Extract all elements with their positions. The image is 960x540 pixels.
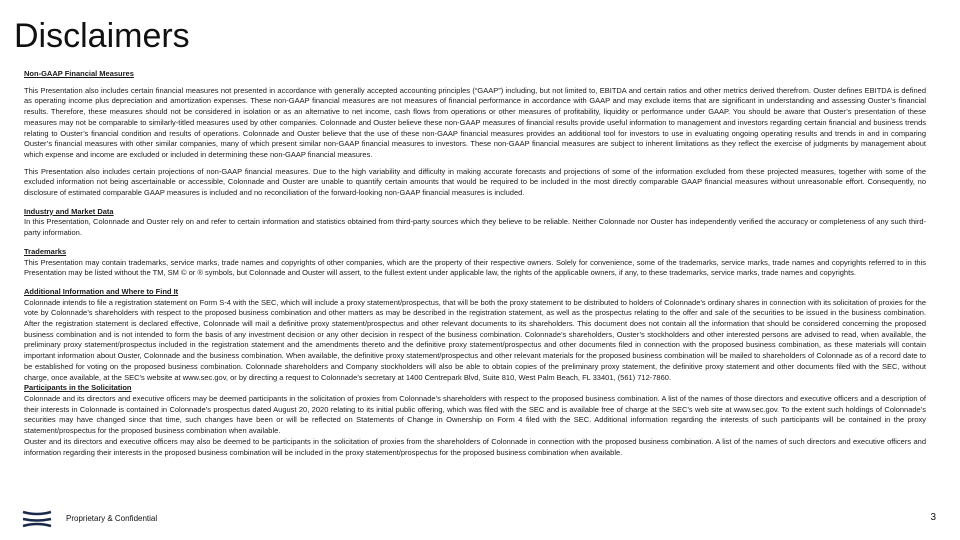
ouster-logo-icon	[22, 510, 52, 528]
page-title: Disclaimers	[14, 17, 190, 55]
non-gaap-paragraph-1: This Presentation also includes certain financial measures not presented in accordance with generally accepted accounting principles (“GAAP”) including, but not limited to, EBITDA and certain ratios and other metrics derived therefrom. Ouster defines EBITDA is defined as operating income plus depreciation and amortization expenses. These non-GAAP financial measures are not measures of financial performance in accordance with GAAP and may exclude items that are significant in understanding and assessing Ouster’s financial results. Therefore, these measures should not be considered in isolation or as an alternative to net income, cash flows from operations or other measures of profitability, liquidity or performance under GAAP. You should be aware that Ouster’s presentation of these measures may not be comparable to similarly-titled measures used by other companies. Colonnade and Ouster believe these non-GAAP measures of financial results provide useful information to management and investors regarding certain financial and business trends relating to Ouster’s financial condition and results of operations. Colonnade and Ouster believe that the use of these non-GAAP financial measures provides an additional tool for investors to use in evaluating ongoing operating results and trends in and in comparing Ouster’s financial measures with other similar companies, many of which present similar non-GAAP financial measures to investors. These non-GAAP financial measures are subject to inherent limitations as they reflect the exercise of judgments by management about which expense and income are excluded or included in determining these non-GAAP financial measures.	[24, 85, 926, 159]
participants-paragraph-2: Ouster and its directors and executive officers may also be deemed to be participants in the solicitation of proxies from the shareholders of Colonnade in connection with the proposed business combination. A list of the names of such directors and executive officers and information regarding their interests in the proposed business combination will be included in the proxy statement/prospectus for the proposed business combination when available.	[24, 436, 926, 457]
page-number: 3	[930, 512, 936, 523]
additional-information-paragraph: Colonnade intends to file a registration statement on Form S-4 with the SEC, which will include a proxy statement/prospectus, that will be both the proxy statement to be distributed to holders of Colonnade’s ordinary shares in connection with its solicitation of proxies for the vote by Colonnade’s shareholders with respect to the proposed business combination and other matters as may be described in the registration statement, as well as the prospectus relating to the offer and sale of the securities to be issued in the business combination. After the registration statement is declared effective, Colonnade will mail a definitive proxy statement/prospectus and other relevant documents to its shareholders. This document does not contain all the information that should be considered concerning the proposed business combination and is not intended to form the basis of any investment decision or any other decision in respect of the business combination. Colonnade’s shareholders, Ouster’s stockholders and other interested persons are advised to read, when available, the preliminary proxy statement/prospectus included in the registration statement and the amendments thereto and the definitive proxy statement/prospectus and other documents filed in connection with the proposed business combination, as these materials will contain important information about Ouster, Colonnade and the business combination. When available, the definitive proxy statement/prospectus and other relevant materials for the proposed business combination will be mailed to shareholders of Colonnade as of a record date to be established for voting on the proposed business combination. Colonnade shareholders and Company stockholders will also be able to obtain copies of the preliminary proxy statement, the definitive proxy statement and other documents filed with the SEC, without charge, once available, at the SEC’s website at www.sec.gov, or by directing a request to Colonnade’s secretary at 1400 Centrepark Blvd, Suite 810, West Palm Beach, FL 33401, (561) 712-7860.	[24, 297, 926, 382]
section-heading-non-gaap: Non-GAAP Financial Measures	[24, 69, 134, 78]
trademarks-paragraph: This Presentation may contain trademarks, service marks, trade names and copyrights of other companies, which are the property of their respective owners. Solely for convenience, some of the trademarks, service marks, trade names and copyrights referred to in this Presentation may be listed without the TM, SM © or ® symbols, but Colonnade and Ouster will assert, to the fullest extent under applicable law, the rights of the applicable owners, if any, to these trademarks, service marks, trade names and copyrights.	[24, 257, 926, 278]
section-heading-additional-information: Additional Information and Where to Find It	[24, 286, 179, 296]
section-heading-trademarks: Trademarks	[24, 246, 67, 256]
non-gaap-paragraph-2: This Presentation also includes certain projections of non-GAAP financial measures. Due to the high variability and difficulty in making accurate forecasts and projections of some of the information excluded from these projected measures, together with some of the excluded information not being ascertainable or accessible, Colonnade and Ouster are unable to quantify certain amounts that would be required to be included in the most directly comparable GAAP financial measures without unreasonable effort. Consequently, no disclosure of estimated comparable GAAP measures is included and no reconciliation of the forward-looking non-GAAP financial measures is included.	[24, 166, 926, 198]
industry-paragraph: In this Presentation, Colonnade and Ouster rely on and refer to certain information and statistics obtained from third-party sources which they believe to be reliable. Neither Colonnade nor Ouster has independently verified the accuracy or completeness of any such third-party information.	[24, 217, 926, 238]
participants-paragraph-1: Colonnade and its directors and executive officers may be deemed participants in the solicitation of proxies from Colonnade’s shareholders with respect to the proposed business combination. A list of the names of those directors and executive officers and a description of their interests in Colonnade is contained in Colonnade’s prospectus dated August 20, 2020 relating to its initial public offering, which was filed with the SEC and is available free of charge at the SEC’s web site at www.sec.gov. To the extent such holdings of Colonnade’s securities may have changed since that time, such changes have been or will be reflected on Statements of Change in Ownership on Form 4 filed with the SEC. Additional information regarding the interests of such participants will be contained in the proxy statement/prospectus for the proposed business combination when available.	[24, 393, 926, 436]
footer-confidential-label: Proprietary & Confidential	[66, 514, 158, 523]
section-heading-industry: Industry and Market Data	[24, 206, 114, 216]
disclaimer-body	[24, 69, 926, 458]
section-heading-participants: Participants in the Solicitation	[24, 383, 132, 393]
